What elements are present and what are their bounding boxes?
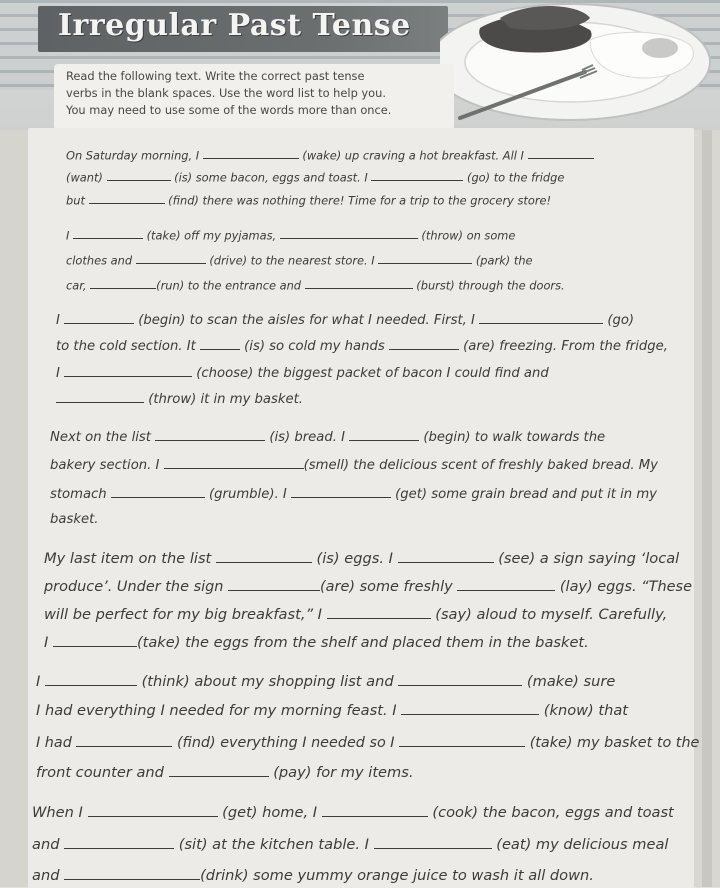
passage-text: (take) off my pyjamas, <box>142 228 280 243</box>
passage-text: (are) some freshly <box>320 579 458 596</box>
passage-line <box>66 228 515 242</box>
passage-line <box>66 278 565 292</box>
passage-line <box>66 253 533 267</box>
answer-blank[interactable] <box>398 549 494 563</box>
passage-line <box>32 835 668 853</box>
answer-blank[interactable] <box>389 337 459 350</box>
passage-text: (throw) on some <box>417 228 516 243</box>
passage-text: (run) to the entrance and <box>156 278 305 293</box>
passage-text: I <box>56 312 65 328</box>
answer-blank[interactable] <box>398 672 522 686</box>
passage-text: (wake) up craving a hot breakfast. All I <box>298 148 528 163</box>
passage-line <box>32 866 594 884</box>
passage-text: I had everything I needed for my morning feast. I <box>36 702 402 720</box>
answer-blank[interactable] <box>164 456 304 469</box>
passage-text: I <box>36 673 45 691</box>
answer-blank[interactable] <box>76 733 172 747</box>
passage-text: I <box>44 634 53 652</box>
answer-blank[interactable] <box>169 763 269 777</box>
passage-text: (take) my basket to the <box>525 734 700 751</box>
passage-text: (find) there was nothing there! Time for a trip to the grocery store! <box>164 193 552 208</box>
answer-blank[interactable] <box>349 428 419 441</box>
answer-blank[interactable] <box>89 193 165 204</box>
passage-text: (smell) the delicious scent of freshly baked bread. My <box>303 457 658 473</box>
page-edge-right <box>694 0 720 887</box>
passage-text: Next on the list <box>50 429 156 445</box>
passage-line <box>66 193 551 207</box>
answer-blank[interactable] <box>64 311 134 324</box>
passage-line <box>66 170 564 184</box>
passage-line <box>44 605 667 623</box>
answer-blank[interactable] <box>399 733 525 747</box>
passage-text: produce’. Under the sign <box>44 579 229 596</box>
passage-text: (burst) through the doors. <box>412 278 565 293</box>
passage-text: but <box>66 193 89 208</box>
answer-blank[interactable] <box>401 701 539 715</box>
passage-text: (begin) to walk towards the <box>419 429 606 445</box>
answer-blank[interactable] <box>305 278 413 289</box>
answer-blank[interactable] <box>528 148 594 159</box>
passage-text: stomach <box>50 486 111 502</box>
page-rail <box>702 130 712 887</box>
passage-text: (say) aloud to myself. Carefully, <box>430 606 668 624</box>
passage-text: bakery section. I <box>50 457 164 473</box>
passage-text: front counter and <box>36 764 169 782</box>
passage-text: (is) some bacon, eggs and toast. I <box>170 170 372 185</box>
passage-text: basket. <box>50 512 99 527</box>
answer-blank[interactable] <box>216 549 312 563</box>
passage-text: On Saturday morning, I <box>66 148 203 163</box>
answer-blank[interactable] <box>45 672 137 686</box>
answer-blank[interactable] <box>200 337 240 350</box>
passage-text: car, <box>66 278 91 293</box>
passage-text: (are) freezing. From the fridge, <box>458 338 668 354</box>
answer-blank[interactable] <box>88 803 218 817</box>
passage-line <box>50 456 658 473</box>
passage-text: (drive) to the nearest store. I <box>205 253 379 268</box>
passage-text: (grumble). I <box>204 486 291 502</box>
passage-line <box>56 364 549 381</box>
passage-line <box>44 549 679 567</box>
passage-text: (is) bread. I <box>265 429 350 445</box>
passage-line <box>56 311 634 328</box>
passage-text: (eat) my delicious meal <box>491 836 669 854</box>
answer-blank[interactable] <box>479 311 603 324</box>
answer-blank[interactable] <box>64 866 200 880</box>
passage-text: When I <box>32 804 88 822</box>
passage-text: to the cold section. It <box>56 338 200 354</box>
passage-line <box>36 733 699 751</box>
answer-blank[interactable] <box>457 577 555 591</box>
passage-line <box>32 803 674 821</box>
answer-blank[interactable] <box>203 148 299 159</box>
passage-text: (go) <box>603 312 635 328</box>
passage-text: (begin) to scan the aisles for what I needed. First, I <box>134 312 480 328</box>
instruction-line: You may need to use some of the words more than once. <box>66 103 392 117</box>
answer-blank[interactable] <box>53 633 137 647</box>
passage-line <box>44 577 692 595</box>
instruction-line: Read the following text. Write the correct past tense <box>66 69 365 83</box>
passage-text: clothes and <box>66 253 136 268</box>
passage-text: (sit) at the kitchen table. I <box>174 836 374 854</box>
passage-line <box>50 512 98 527</box>
answer-blank[interactable] <box>322 803 428 817</box>
instructions <box>66 68 446 119</box>
passage-text: (park) the <box>472 253 533 268</box>
passage-text: (get) home, I <box>217 804 322 822</box>
passage-line <box>50 428 605 445</box>
breakfast-plate-illustration <box>440 0 720 130</box>
passage-line <box>36 672 615 690</box>
passage-text: (take) the eggs from the shelf and placed them in the basket. <box>136 634 589 652</box>
passage-text: (think) about my shopping list and <box>136 673 399 691</box>
answer-blank[interactable] <box>64 364 192 377</box>
passage-text: (see) a sign saying ‘local <box>493 550 680 568</box>
passage-text: (choose) the biggest packet of bacon I could find and <box>192 365 549 381</box>
passage-line <box>44 633 589 651</box>
passage-text: and <box>32 867 65 885</box>
answer-blank[interactable] <box>327 605 431 619</box>
page-title: Irregular Past Tense <box>58 8 411 43</box>
passage-line <box>56 390 303 407</box>
answer-blank[interactable] <box>111 485 205 498</box>
answer-blank[interactable] <box>374 835 492 849</box>
answer-blank[interactable] <box>136 253 206 264</box>
passage-text: (make) sure <box>522 673 616 691</box>
passage-text: (is) so cold my hands <box>239 338 389 354</box>
passage-text: (know) that <box>539 702 629 720</box>
answer-blank[interactable] <box>64 835 174 849</box>
passage-text: I <box>66 228 73 243</box>
passage-text: (go) to the fridge <box>463 170 565 185</box>
answer-blank[interactable] <box>371 170 463 181</box>
passage-text: and <box>32 836 65 854</box>
answer-blank[interactable] <box>90 278 156 289</box>
passage-text: (pay) for my items. <box>268 764 414 782</box>
passage-text: will be perfect for my big breakfast,” I <box>44 606 327 624</box>
answer-blank[interactable] <box>280 228 418 239</box>
passage-text: My last item on the list <box>44 550 216 568</box>
answer-blank[interactable] <box>73 228 143 239</box>
answer-blank[interactable] <box>155 428 265 441</box>
passage-text: (want) <box>66 170 107 185</box>
passage-text: (lay) eggs. “These <box>555 579 692 596</box>
passage-text: (get) some grain bread and put it in my <box>390 486 657 502</box>
passage-text: (cook) the bacon, eggs and toast <box>427 804 674 822</box>
passage-text: (throw) it in my basket. <box>144 391 303 407</box>
passage-text: (is) eggs. I <box>311 550 398 568</box>
passage-line <box>66 148 594 162</box>
answer-blank[interactable] <box>291 485 391 498</box>
passage-text: (drink) some yummy orange juice to wash it all down. <box>200 867 594 885</box>
passage-text: I <box>56 365 65 381</box>
instruction-line: verbs in the blank spaces. Use the word list to help you. <box>66 86 386 100</box>
answer-blank[interactable] <box>378 253 472 264</box>
passage-line <box>36 763 413 781</box>
page-edge-left <box>0 0 28 887</box>
passage-line <box>50 485 657 502</box>
passage-text: I had <box>36 734 77 751</box>
passage-line <box>36 701 628 719</box>
answer-blank[interactable] <box>56 390 144 403</box>
passage-line <box>56 337 668 354</box>
answer-blank[interactable] <box>228 577 320 591</box>
answer-blank[interactable] <box>107 170 171 181</box>
passage-text: (find) everything I needed so I <box>172 734 400 751</box>
